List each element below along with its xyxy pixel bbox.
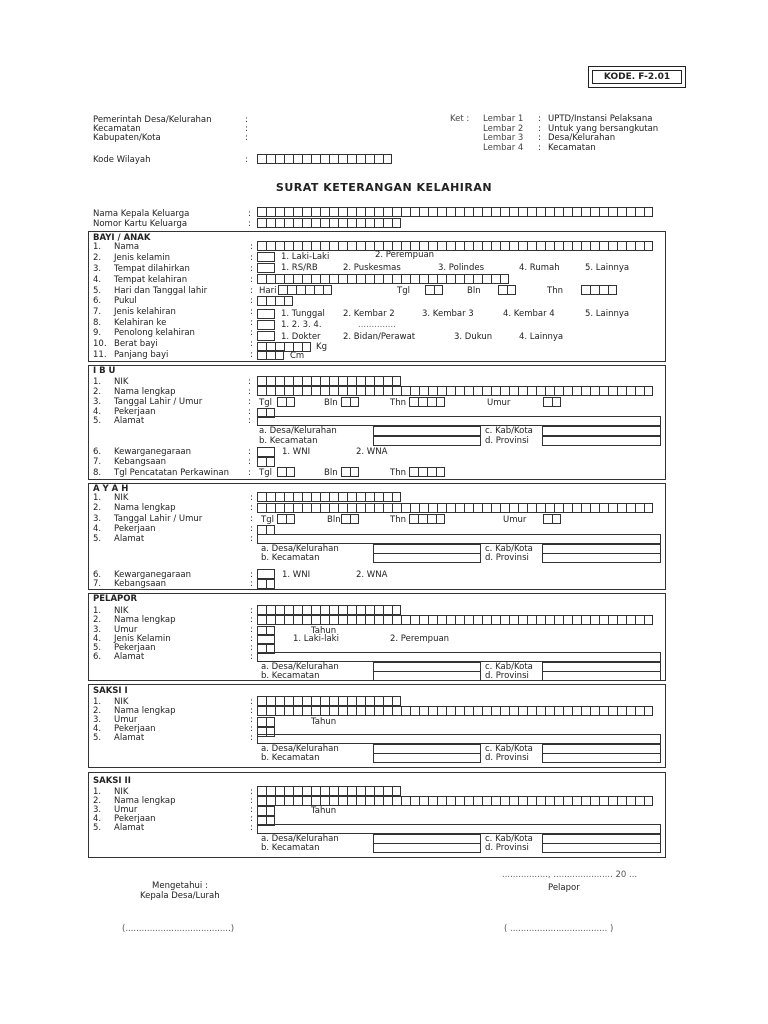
pelapor-jk-opt-2: 2. Perempuan xyxy=(390,634,450,644)
saksi1-nama-input[interactable] xyxy=(257,706,653,716)
saksi2-fields-num: 4. xyxy=(93,814,102,824)
ibu-kawin-thn-input[interactable] xyxy=(409,467,445,477)
saksi1-fields-num: 5. xyxy=(93,733,102,743)
saksi1-desa-label: a. Desa/Kelurahan xyxy=(261,744,339,754)
bayi-penolong-opt-4: 4. Lainnya xyxy=(519,332,564,342)
ibu-fields2-label: Kewarganegaraan xyxy=(114,447,192,457)
pelapor-kec-label: b. Kecamatan xyxy=(261,671,320,681)
label-nomor-kk: Nomor Kartu Keluarga xyxy=(93,219,188,229)
ibu-kawin-thn-label: Thn xyxy=(390,468,406,478)
bayi-nama-input[interactable] xyxy=(257,241,653,251)
label-kode-wilayah: Kode Wilayah xyxy=(93,155,151,165)
bayi-jenis-opt-3: 3. Kembar 3 xyxy=(422,309,474,319)
saksi2-fields-num: 2. xyxy=(93,796,102,806)
pelapor-fields-label: NIK xyxy=(114,606,129,616)
bayi-kelahiran-ke-opts: 1. 2. 3. 4. xyxy=(281,320,322,330)
kode-wilayah-input[interactable] xyxy=(257,154,392,164)
ayah-bln-label: Bln xyxy=(327,515,341,525)
bayi-tgl-input[interactable] xyxy=(425,285,443,295)
bayi-fields-num: 10. xyxy=(93,339,107,349)
ibu-fields-num: 1. xyxy=(93,377,102,387)
heading-saksi-2: SAKSI II xyxy=(93,776,131,786)
bayi-tempat-opt-5: 5. Lainnya xyxy=(585,263,630,273)
ibu-kab-input[interactable] xyxy=(542,426,661,436)
bayi-fields-label: Jenis kelamin xyxy=(114,253,171,263)
pelapor-fields-num: 5. xyxy=(93,643,102,653)
bayi-penolong-box[interactable] xyxy=(257,331,275,341)
ibu-fields-label: Alamat xyxy=(114,416,145,426)
ayah-fields-label: Nama lengkap xyxy=(114,503,176,513)
heading-ayah: A Y A H xyxy=(93,484,129,494)
saksi2-fields-label: Umur xyxy=(114,805,138,815)
bayi-jk-box[interactable] xyxy=(257,252,275,262)
ayah-kec-label: b. Kecamatan xyxy=(261,553,320,563)
bayi-tempat-opt-4: 4. Rumah xyxy=(519,263,560,273)
ibu-fields2-num: 6. xyxy=(93,447,102,457)
saksi1-umur-input[interactable] xyxy=(257,717,275,727)
saksi2-kec-label: b. Kecamatan xyxy=(261,843,320,853)
label-pelapor-sign: Pelapor xyxy=(548,883,580,893)
bayi-fields-label: Tempat dilahirkan xyxy=(114,264,190,274)
ayah-fields-num: 1. xyxy=(93,493,102,503)
lembar-4: Lembar 4 xyxy=(483,143,524,153)
ayah-fields2-num: 6. xyxy=(93,570,102,580)
pelapor-kec-input[interactable] xyxy=(373,671,481,681)
bayi-fields-num: 2. xyxy=(93,253,102,263)
saksi1-nik-input[interactable] xyxy=(257,696,401,706)
ibu-fields-label: Pekerjaan xyxy=(114,407,156,417)
bayi-panjang-input[interactable] xyxy=(257,350,284,360)
ayah-fields-label: Alamat xyxy=(114,534,145,544)
saksi1-prov-label: d. Provinsi xyxy=(485,753,529,763)
ibu-thn-label: Thn xyxy=(390,398,406,408)
ayah-umur-label: Umur xyxy=(503,515,527,525)
bayi-fields-label: Penolong kelahiran xyxy=(114,328,195,338)
bayi-fields-label: Berat bayi xyxy=(114,339,158,349)
bayi-fields-num: 1. xyxy=(93,242,102,252)
ayah-wna-opt: 2. WNA xyxy=(356,570,388,580)
ayah-fields-label: NIK xyxy=(114,493,129,503)
pelapor-fields-num: 4. xyxy=(93,634,102,644)
ibu-wna-opt: 2. WNA xyxy=(356,447,388,457)
nomor-kk-input[interactable] xyxy=(257,218,401,228)
bayi-tempat-opt-3: 3. Polindes xyxy=(438,263,484,273)
bayi-fields-label: Jenis kelahiran xyxy=(114,307,176,317)
ibu-fields2-num: 7. xyxy=(93,457,102,467)
saksi1-kec-label: b. Kecamatan xyxy=(261,753,320,763)
ayah-prov-input[interactable] xyxy=(542,553,661,563)
pelapor-fields-label: Pekerjaan xyxy=(114,643,156,653)
pelapor-fields-num: 6. xyxy=(93,652,102,662)
saksi2-fields-num: 3. xyxy=(93,805,102,815)
bayi-jenis-opt-1: 1. Tunggal xyxy=(281,309,325,319)
ayah-bln-input[interactable] xyxy=(341,514,359,524)
bayi-jenis-opt-5: 5. Lainnya xyxy=(585,309,630,319)
saksi1-fields-label: Nama lengkap xyxy=(114,706,176,716)
bayi-fields-num: 7. xyxy=(93,307,102,317)
ayah-alamat-input[interactable] xyxy=(257,534,661,544)
ayah-kewarganegaraan-box[interactable] xyxy=(257,569,275,579)
heading-saksi-1: SAKSI I xyxy=(93,686,128,696)
ayah-fields2-label: Kewarganegaraan xyxy=(114,570,192,580)
saksi1-fields-num: 1. xyxy=(93,697,102,707)
saksi2-tahun-label: Tahun xyxy=(311,806,337,816)
saksi2-desa-label: a. Desa/Kelurahan xyxy=(261,834,339,844)
bayi-tempat-kelahiran-input[interactable] xyxy=(257,274,509,284)
ayah-thn-input[interactable] xyxy=(409,514,445,524)
lembar-1-desc: UPTD/Instansi Pelaksana xyxy=(548,114,653,124)
ayah-desa-label: a. Desa/Kelurahan xyxy=(261,544,339,554)
ayah-fields-num: 4. xyxy=(93,524,102,534)
bayi-fields-num: 3. xyxy=(93,264,102,274)
ibu-fields-num: 2. xyxy=(93,387,102,397)
ibu-fields-label: Nama lengkap xyxy=(114,387,176,397)
ayah-fields2-num: 7. xyxy=(93,579,102,589)
saksi2-fields-label: Alamat xyxy=(114,823,145,833)
pelapor-nik-input[interactable] xyxy=(257,605,401,615)
bayi-bln-input[interactable] xyxy=(498,285,516,295)
ayah-fields-label: Tanggal Lahir / Umur xyxy=(114,514,203,524)
bayi-fields-num: 8. xyxy=(93,318,102,328)
ibu-bln-input[interactable] xyxy=(341,397,359,407)
bayi-cm-label: Cm xyxy=(290,351,305,361)
pelapor-fields-num: 3. xyxy=(93,625,102,635)
label-kecamatan: Kecamatan xyxy=(93,124,141,134)
date-line[interactable]: ................., ...................... 20 ... xyxy=(502,870,638,880)
label-kabupaten: Kabupaten/Kota xyxy=(93,133,161,143)
ayah-fields2-label: Kebangsaan xyxy=(114,579,167,589)
ibu-fields-label: Tanggal Lahir / Umur xyxy=(114,397,203,407)
ayah-fields-num: 3. xyxy=(93,514,102,524)
bayi-fields-num: 9. xyxy=(93,328,102,338)
pelapor-nama-input[interactable] xyxy=(257,615,653,625)
signature-kepala-desa[interactable]: (.......................................) xyxy=(122,924,235,934)
ibu-fields-num: 4. xyxy=(93,407,102,417)
ayah-fields-num: 5. xyxy=(93,534,102,544)
pelapor-fields-label: Umur xyxy=(114,625,138,635)
ibu-kec-label: b. Kecamatan xyxy=(259,436,318,446)
saksi1-fields-label: NIK xyxy=(114,697,129,707)
form-code: KODE. F-2.01 xyxy=(603,72,671,82)
ibu-kewarganegaraan-box[interactable] xyxy=(257,447,275,457)
pelapor-tahun-label: Tahun xyxy=(311,626,337,636)
bayi-fields-label: Nama xyxy=(114,242,140,252)
ibu-kab-label: c. Kab/Kota xyxy=(485,426,533,436)
ibu-alamat-input[interactable] xyxy=(257,416,661,426)
saksi2-fields-label: Pekerjaan xyxy=(114,814,156,824)
ibu-prov-input[interactable] xyxy=(542,436,661,446)
bayi-kelahiran-ke-box[interactable] xyxy=(257,320,275,330)
ibu-fields-num: 3. xyxy=(93,397,102,407)
saksi1-fields-label: Alamat xyxy=(114,733,145,743)
bayi-jenis-opt-2: 2. Kembar 2 xyxy=(343,309,395,319)
ibu-kebangsaan-input[interactable] xyxy=(257,457,275,467)
lembar-2: Lembar 2 xyxy=(483,124,524,134)
ibu-kawin-bln-input[interactable] xyxy=(341,467,359,477)
ibu-fields2-label: Kebangsaan xyxy=(114,457,167,467)
ibu-kec-input[interactable] xyxy=(373,436,481,446)
bayi-fields-num: 11. xyxy=(93,350,107,360)
bayi-jk-opt-1: 1. Laki-Laki xyxy=(281,252,330,262)
saksi1-tahun-label: Tahun xyxy=(311,717,337,727)
bayi-penolong-opt-2: 2. Bidan/Perawat xyxy=(343,332,416,342)
saksi2-kec-input[interactable] xyxy=(373,843,481,853)
ayah-nik-input[interactable] xyxy=(257,492,401,502)
pelapor-jk-box[interactable] xyxy=(257,634,275,644)
saksi1-fields-label: Pekerjaan xyxy=(114,724,156,734)
saksi1-prov-input[interactable] xyxy=(542,753,661,763)
ibu-thn-input[interactable] xyxy=(409,397,445,407)
bayi-fields-num: 6. xyxy=(93,296,102,306)
heading-ibu: I B U xyxy=(93,366,116,376)
pelapor-desa-label: a. Desa/Kelurahan xyxy=(261,662,339,672)
ayah-kec-input[interactable] xyxy=(373,553,481,563)
ibu-kawin-tgl-label: Tgl xyxy=(259,468,272,478)
bayi-fields-label: Kelahiran ke xyxy=(114,318,167,328)
document-title: SURAT KETERANGAN KELAHIRAN xyxy=(275,181,493,194)
label-pemerintah-desa: Pemerintah Desa/Kelurahan xyxy=(93,115,212,125)
ibu-tgl-input[interactable] xyxy=(277,397,295,407)
ibu-nik-input[interactable] xyxy=(257,376,401,386)
ibu-umur-input[interactable] xyxy=(543,397,561,407)
bayi-fields-num: 4. xyxy=(93,275,102,285)
ayah-tgl-input[interactable] xyxy=(277,514,295,524)
ayah-prov-label: d. Provinsi xyxy=(485,553,529,563)
saksi2-fields-num: 5. xyxy=(93,823,102,833)
ayah-umur-input[interactable] xyxy=(543,514,561,524)
lembar-1: Lembar 1 xyxy=(483,114,524,124)
saksi1-alamat-input[interactable] xyxy=(257,734,661,744)
pelapor-prov-input[interactable] xyxy=(542,671,661,681)
bayi-kelahiran-ke-dots: .............. xyxy=(358,320,396,330)
label-kepala-desa: Kepala Desa/Lurah xyxy=(140,891,220,901)
bayi-thn-label: Thn xyxy=(547,286,563,296)
saksi2-prov-label: d. Provinsi xyxy=(485,843,529,853)
ibu-umur-label: Umur xyxy=(487,398,511,408)
pelapor-fields-label: Nama lengkap xyxy=(114,615,176,625)
saksi2-alamat-input[interactable] xyxy=(257,824,661,834)
pelapor-fields-label: Jenis Kelamin xyxy=(114,634,171,644)
pelapor-fields-label: Alamat xyxy=(114,652,145,662)
saksi1-kab-label: c. Kab/Kota xyxy=(485,744,533,754)
bayi-fields-label: Tempat kelahiran xyxy=(114,275,188,285)
pelapor-fields-num: 2. xyxy=(93,615,102,625)
ibu-desa-label: a. Desa/Kelurahan xyxy=(259,426,337,436)
ibu-prov-label: d. Provinsi xyxy=(485,436,529,446)
lembar-4-desc: Kecamatan xyxy=(548,143,596,153)
ayah-fields-num: 2. xyxy=(93,503,102,513)
ibu-bln-label: Bln xyxy=(324,398,338,408)
ayah-fields-label: Pekerjaan xyxy=(114,524,156,534)
ibu-wni-opt: 1. WNI xyxy=(282,447,311,457)
bayi-fields-label: Panjang bayi xyxy=(114,350,169,360)
ibu-kawin-tgl-input[interactable] xyxy=(277,467,295,477)
bayi-jk-opt-2: 2. Perempuan xyxy=(375,250,435,260)
saksi1-fields-num: 2. xyxy=(93,706,102,716)
bayi-thn-input[interactable] xyxy=(581,285,617,295)
saksi1-fields-num: 3. xyxy=(93,715,102,725)
bayi-bln-label: Bln xyxy=(467,286,481,296)
ayah-nama-input[interactable] xyxy=(257,503,653,513)
label-mengetahui: Mengetahui : xyxy=(152,881,208,891)
ibu-desa-input[interactable] xyxy=(373,426,481,436)
bayi-jenis-opt-4: 4. Kembar 4 xyxy=(503,309,555,319)
saksi2-fields-label: Nama lengkap xyxy=(114,796,176,806)
bayi-tempat-opt-1: 1. RS/RB xyxy=(281,263,318,273)
bayi-tempat-box[interactable] xyxy=(257,263,275,273)
ibu-fields2-label: Tgl Pencatatan Perkawinan xyxy=(114,468,229,478)
bayi-jenis-box[interactable] xyxy=(257,309,275,319)
saksi2-umur-input[interactable] xyxy=(257,806,275,816)
pelapor-jk-opt-1: 1. Laki-laki xyxy=(293,634,339,644)
bayi-fields-num: 5. xyxy=(93,286,102,296)
lembar-3: Lembar 3 xyxy=(483,133,524,143)
ibu-fields-num: 5. xyxy=(93,416,102,426)
ayah-thn-label: Thn xyxy=(390,515,406,525)
bayi-hari-input[interactable] xyxy=(278,285,332,295)
bayi-penolong-opt-1: 1. Dokter xyxy=(281,332,321,342)
saksi2-fields-label: NIK xyxy=(114,787,129,797)
bayi-tgl-label: Tgl xyxy=(397,286,410,296)
pelapor-fields-num: 1. xyxy=(93,606,102,616)
saksi2-kab-label: c. Kab/Kota xyxy=(485,834,533,844)
bayi-tempat-opt-2: 2. Puskesmas xyxy=(343,263,401,273)
ayah-tgl-label: Tgl xyxy=(261,515,274,525)
saksi1-kec-input[interactable] xyxy=(373,753,481,763)
bayi-fields-label: Pukul xyxy=(114,296,137,306)
lembar-3-desc: Desa/Kelurahan xyxy=(548,133,616,143)
ibu-tgl-label: Tgl xyxy=(259,398,272,408)
ibu-fields2-num: 8. xyxy=(93,468,102,478)
bayi-hari-label: Hari xyxy=(259,286,277,296)
label-nama-kepala-keluarga: Nama Kepala Keluarga xyxy=(93,209,190,219)
pelapor-alamat-input[interactable] xyxy=(257,652,661,662)
heading-bayi: BAYI / ANAK xyxy=(93,233,151,243)
ayah-kab-label: c. Kab/Kota xyxy=(485,544,533,554)
ayah-wni-opt: 1. WNI xyxy=(282,570,311,580)
saksi2-fields-num: 1. xyxy=(93,787,102,797)
bayi-kg-label: Kg xyxy=(316,342,327,352)
pelapor-prov-label: d. Provinsi xyxy=(485,671,529,681)
saksi2-prov-input[interactable] xyxy=(542,843,661,853)
ayah-kebangsaan-input[interactable] xyxy=(257,579,275,589)
ibu-kawin-bln-label: Bln xyxy=(324,468,338,478)
bayi-penolong-opt-3: 3. Dukun xyxy=(454,332,493,342)
saksi1-fields-num: 4. xyxy=(93,724,102,734)
nama-kepala-keluarga-input[interactable] xyxy=(257,207,653,217)
ibu-nama-input[interactable] xyxy=(257,386,653,396)
pelapor-kab-label: c. Kab/Kota xyxy=(485,662,533,672)
ibu-fields-label: NIK xyxy=(114,377,129,387)
signature-pelapor[interactable]: ( .................................... ) xyxy=(504,924,614,934)
bayi-fields-label: Hari dan Tanggal lahir xyxy=(114,286,208,296)
lembar-2-desc: Untuk yang bersangkutan xyxy=(548,124,659,134)
form-code-box xyxy=(588,66,686,88)
saksi1-fields-label: Umur xyxy=(114,715,138,725)
label-ket: Ket : xyxy=(450,114,470,124)
heading-pelapor: PELAPOR xyxy=(93,594,138,604)
saksi2-nik-input[interactable] xyxy=(257,786,401,796)
saksi2-nama-input[interactable] xyxy=(257,796,653,806)
bayi-pukul-input[interactable] xyxy=(257,296,293,306)
